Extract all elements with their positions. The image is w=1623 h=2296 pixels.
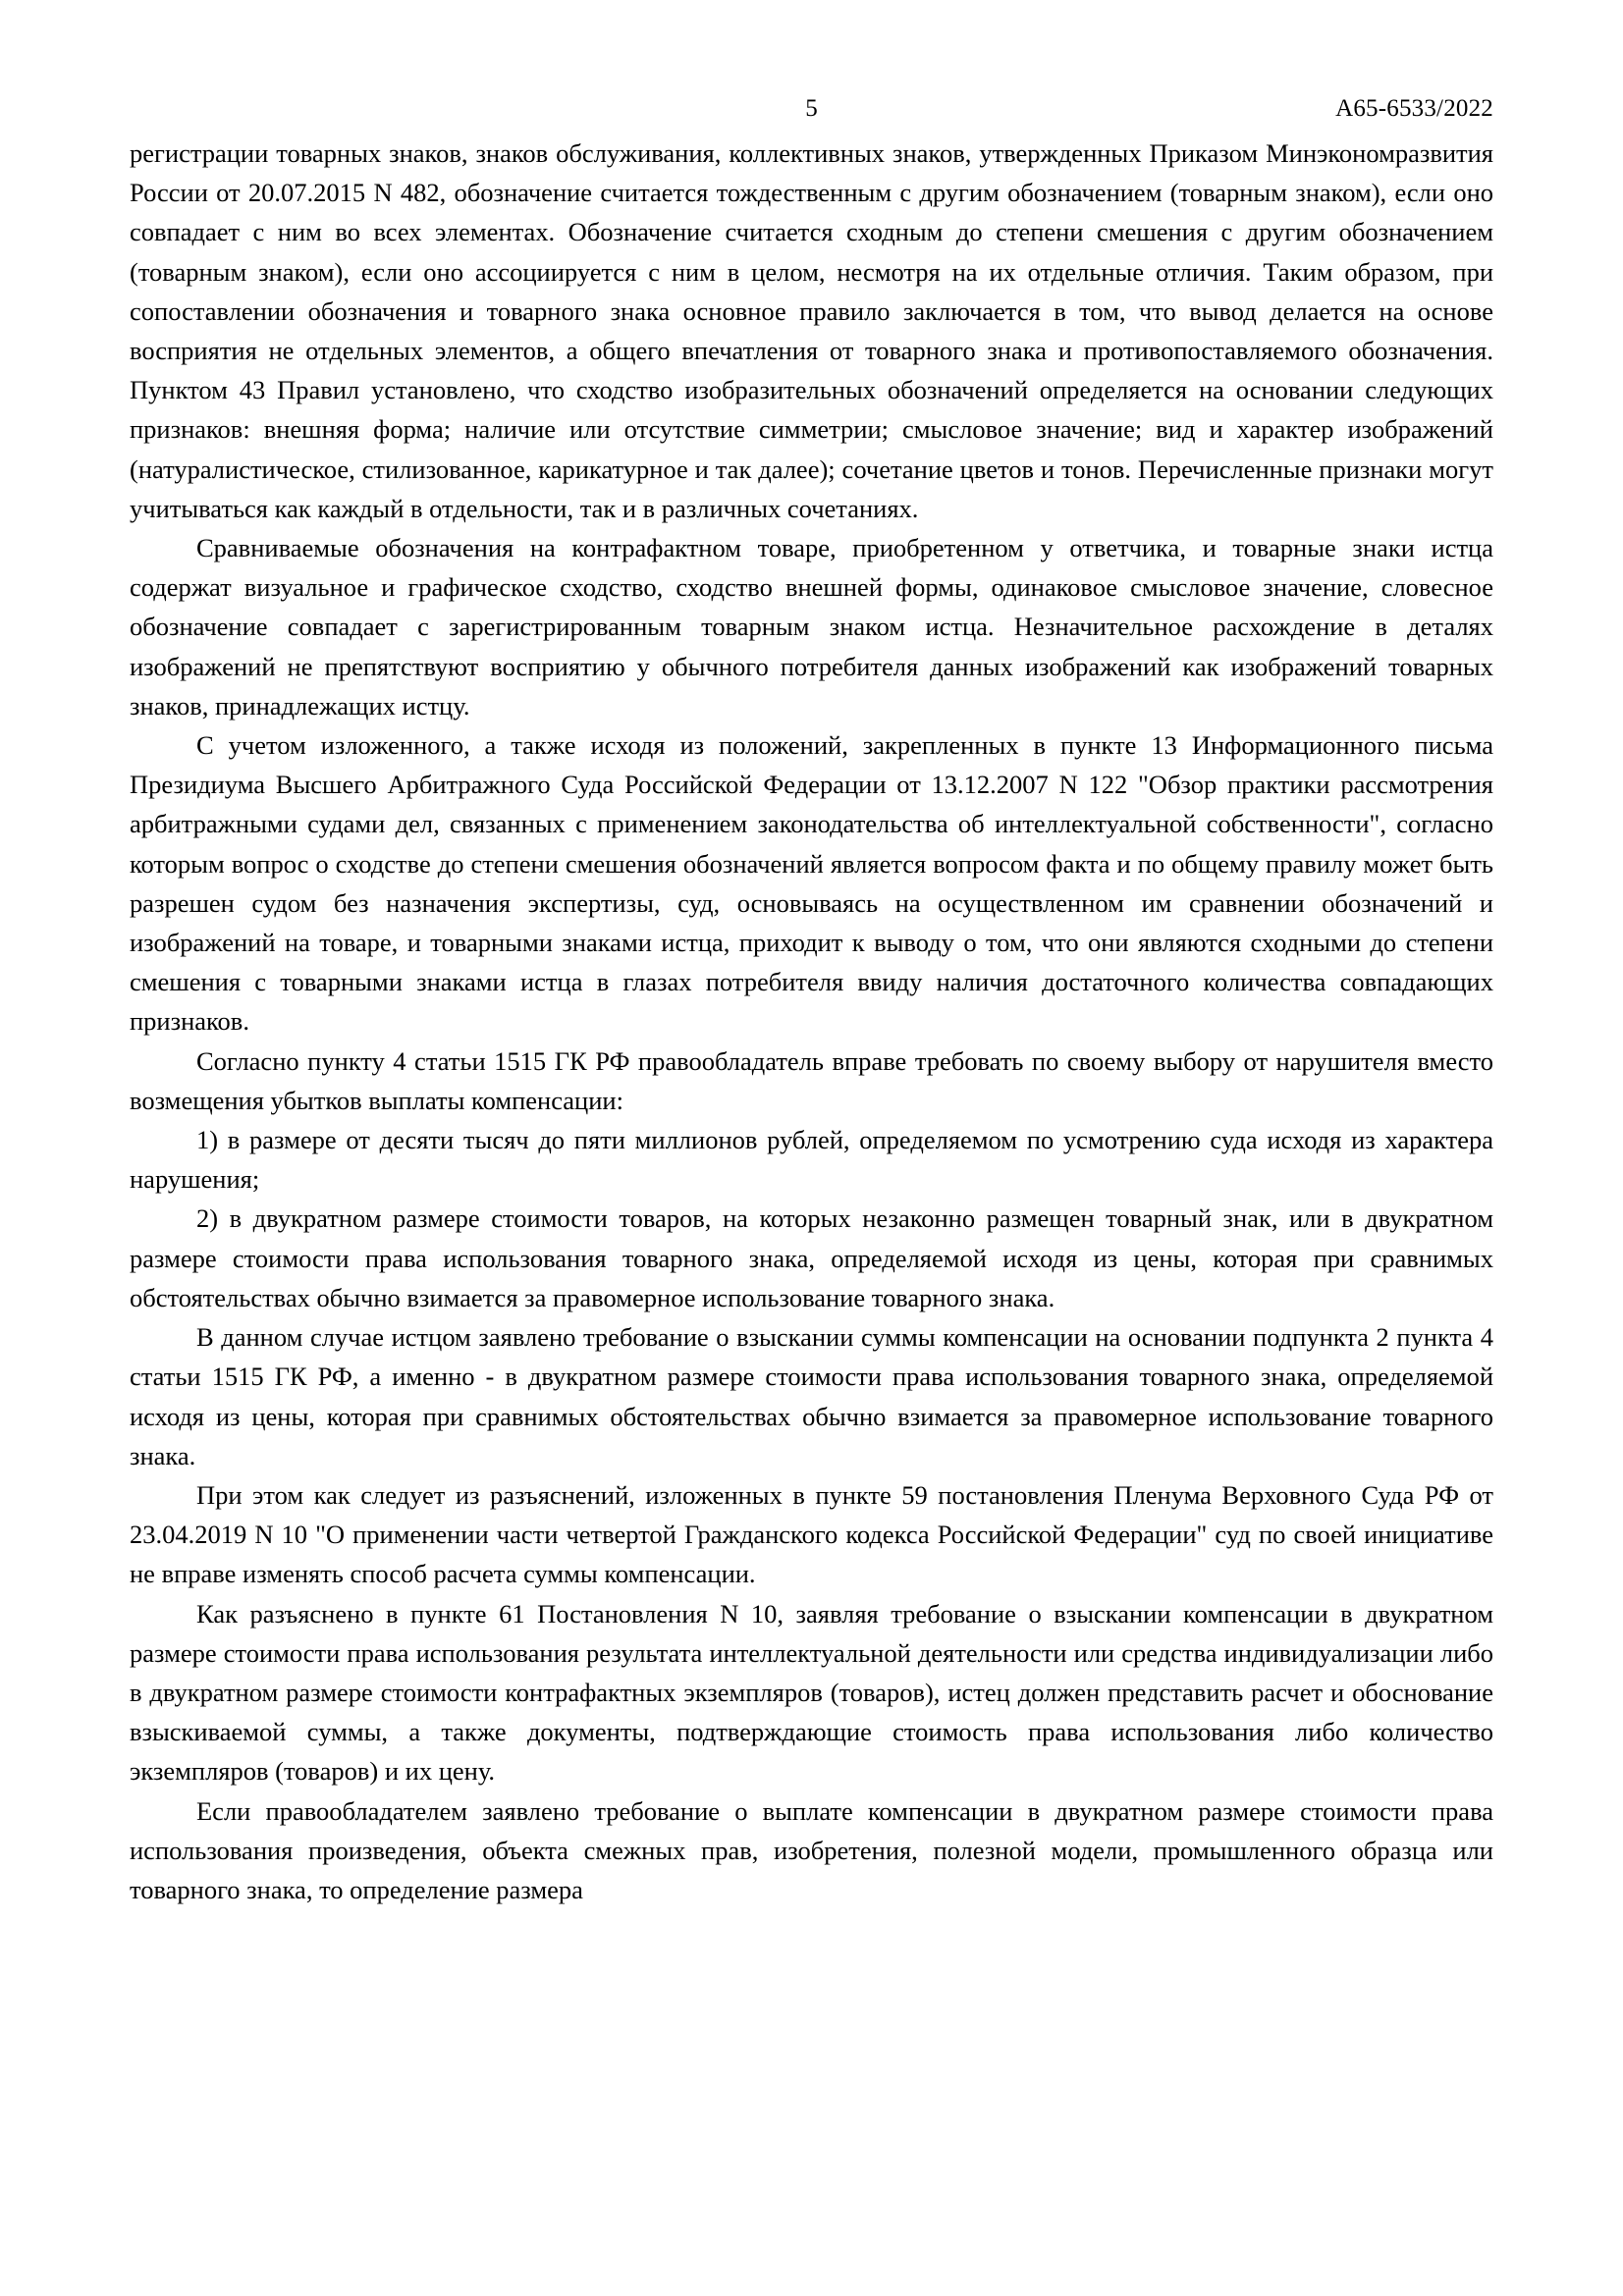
page-number: 5 [805, 95, 818, 122]
case-number: А65-6533/2022 [1335, 95, 1493, 122]
document-body [130, 133, 1493, 1909]
paragraph: Согласно пункту 4 статьи 1515 ГК РФ правообладатель вправе требовать по своему выбору от нарушителя вместо возмещения убытков выплаты компенсации: [130, 1045, 1493, 1115]
paragraph: регистрации товарных знаков, знаков обслуживания, коллективных знаков, утвержденных Приказом Минэкономразвития России от 20.07.2015 N 482, обозначение считается тождественным с другим обозначением (товарным знаком), если оно совпадает с ним во всех элементах. Обозначение считается сходным до степени смешения с другим обозначением (товарным знаком), если оно ассоциируется с ним в целом, несмотря на их отдельные отличия. Таким образом, при сопоставлении обозначения и товарного знака основное правило заключается в том, что вывод делается на основе восприятия не отдельных элементов, а общего впечатления от товарного знака и противопоставляемого обозначения. Пунктом 43 Правил установлено, что сходство изобразительных обозначений определяется на основании следующих признаков: внешняя форма; наличие или отсутствие симметрии; смысловое значение; вид и характер изображений (натуралистическое, стилизованное, карикатурное и так далее); сочетание цветов и тонов. Перечисленные признаки могут учитываться как каждый в отдельности, так и в различных сочетаниях. [130, 138, 1493, 523]
paragraph: 1) в размере от десяти тысяч до пяти миллионов рублей, определяемом по усмотрению суда исходя из характера нарушения; [130, 1125, 1493, 1195]
paragraph: В данном случае истцом заявлено требование о взыскании суммы компенсации на основании подпункта 2 пункта 4 статьи 1515 ГК РФ, а именно - в двукратном размере стоимости права использования товарного знака, определяемой исходя из цены, которая при сравнимых обстоятельствах обычно взимается за правомерное использование товарного знака. [130, 1322, 1493, 1470]
paragraph: Если правообладателем заявлено требование о выплате компенсации в двукратном размере стоимости права использования произведения, объекта смежных прав, изобретения, полезной модели, промышленного образца или товарного знака, то определение размера [130, 1795, 1493, 1904]
paragraph: При этом как следует из разъяснений, изложенных в пункте 59 постановления Пленума Верховного Суда РФ от 23.04.2019 N 10 "О применении части четвертой Гражданского кодекса Российской Федерации" суд по своей инициативе не вправе изменять способ расчета суммы компенсации. [130, 1479, 1493, 1589]
paragraph: С учетом изложенного, а также исходя из положений, закрепленных в пункте 13 Информационного письма Президиума Высшего Арбитражного Суда Российской Федерации от 13.12.2007 N 122 "Обзор практики рассмотрения арбитражными судами дел, связанных с применением законодательства об интеллектуальной собственности", согласно которым вопрос о сходстве до степени смешения обозначений является вопросом факта и по общему правилу может быть разрешен судом без назначения экспертизы, суд, основываясь на осуществленном им сравнении обозначений и изображений на товаре, и товарными знаками истца, приходит к выводу о том, что они являются сходными до степени смешения с товарными знаками истца в глазах потребителя ввиду наличия достаточного количества совпадающих признаков. [130, 730, 1493, 1037]
page-header [130, 94, 1493, 128]
paragraph: Сравниваемые обозначения на контрафактном товаре, приобретенном у ответчика, и товарные знаки истца содержат визуальное и графическое сходство, сходство внешней формы, одинаковое смысловое значение, словесное обозначение совпадает с зарегистрированным товарным знаком истца. Незначительное расхождение в деталях изображений не препятствуют восприятию у обычного потребителя данных изображений как изображений товарных знаков, принадлежащих истцу. [130, 533, 1493, 721]
paragraph: Как разъяснено в пункте 61 Постановления N 10, заявляя требование о взыскании компенсации в двукратном размере стоимости права использования результата интеллектуальной деятельности или средства индивидуализации либо в двукратном размере стоимости контрафактных экземпляров (товаров), истец должен представить расчет и обоснование взыскиваемой суммы, а также документы, подтверждающие стоимость права использования либо количество экземпляров (товаров) и их цену. [130, 1598, 1493, 1787]
paragraph: 2) в двукратном размере стоимости товаров, на которых незаконно размещен товарный знак, или в двукратном размере стоимости права использования товарного знака, определяемой исходя из цены, которая при сравнимых обстоятельствах обычно взимается за правомерное использование товарного знака. [130, 1203, 1493, 1312]
